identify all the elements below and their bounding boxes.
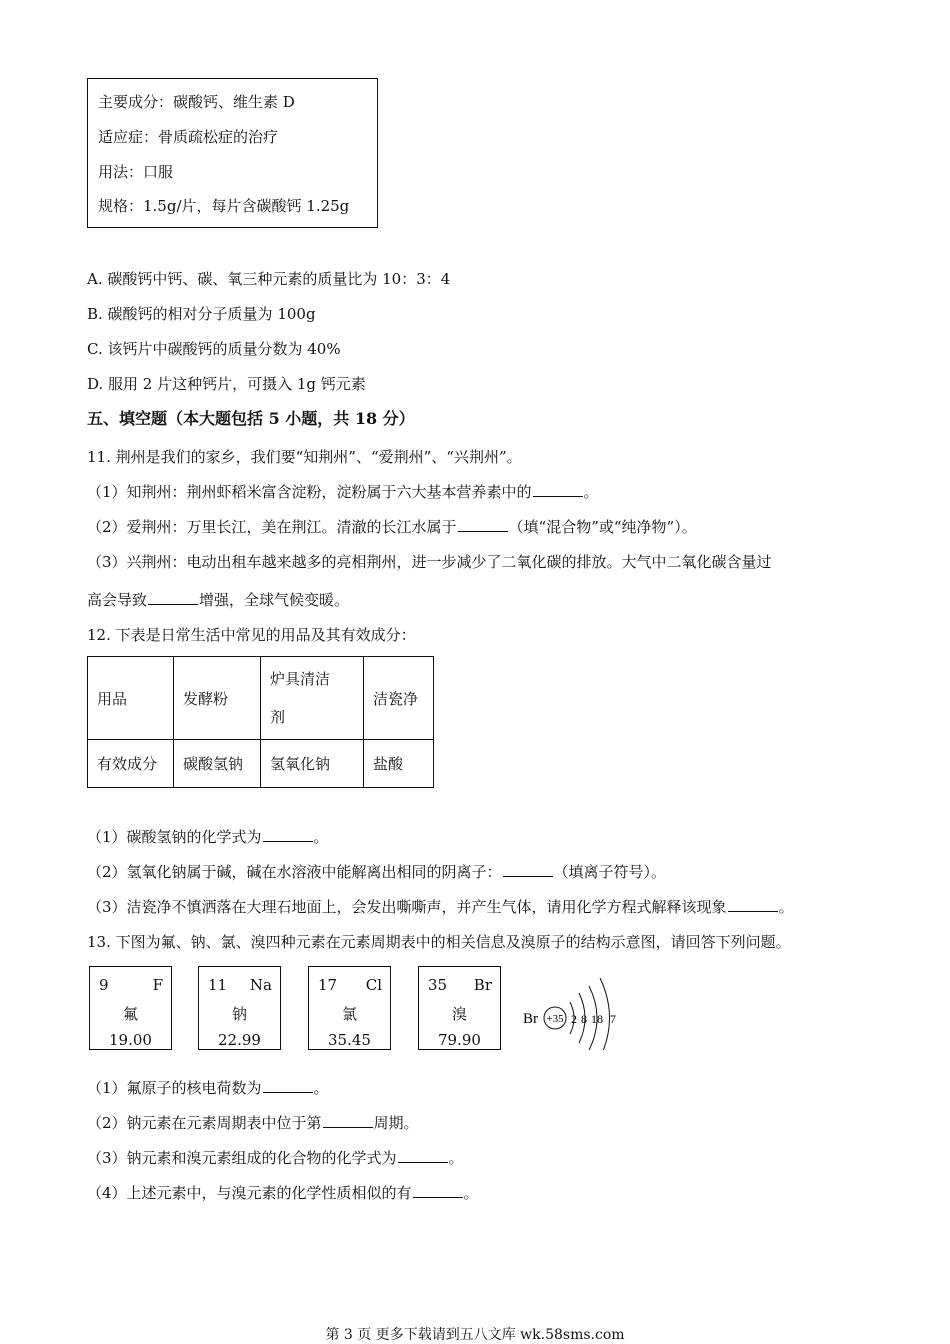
table-cell: 盐酸: [364, 740, 434, 788]
element-symbol: Cl: [365, 976, 382, 994]
table-cell-line: 剂: [270, 708, 286, 726]
table-cell: 洁瓷净: [364, 657, 434, 740]
element-name: 钠: [231, 1005, 247, 1023]
label-usage: 用法：口服: [98, 163, 174, 181]
q13-part3: [87, 1148, 464, 1168]
element-cell-bromine: [418, 966, 501, 1050]
answer-blank[interactable]: [503, 862, 553, 877]
answer-blank[interactable]: [413, 1183, 463, 1198]
q13-part3-text: （3）钠元素和溴元素组成的化合物的化学式为: [87, 1149, 397, 1167]
q12-part2-text: （2）氢氧化钠属于碱，碱在水溶液中能解离出相同的阴离子：: [87, 863, 502, 881]
option-a: A. 碳酸钙中钙、碳、氧三种元素的质量比为 10：3：4: [87, 270, 451, 288]
q11-part2: [87, 517, 697, 537]
q13-part4-text: （4）上述元素中，与溴元素的化学性质相似的有: [87, 1184, 412, 1202]
q13-part1-tail: 。: [313, 1079, 329, 1097]
q13-part1-text: （1）氟原子的核电荷数为: [87, 1079, 262, 1097]
element-name: 溴: [451, 1005, 467, 1023]
q11-stem: 11. 荆州是我们的家乡，我们要“知荆州”、“爱荆州”、“兴荆州”。: [87, 448, 522, 466]
answer-blank[interactable]: [148, 590, 198, 605]
label-ingredients: 主要成分：碳酸钙、维生素 D: [98, 93, 295, 111]
answer-blank[interactable]: [728, 897, 778, 912]
q11-part2-text: （2）爱荆州：万里长江，美在荆江。清澈的长江水属于: [87, 518, 457, 536]
element-cell-fluorine: [89, 966, 172, 1050]
option-c: C. 该钙片中碳酸钙的质量分数为 40%: [87, 340, 341, 358]
answer-blank[interactable]: [323, 1113, 373, 1128]
element-symbol: Na: [249, 976, 272, 994]
q11-part3-line2: [87, 590, 349, 610]
q11-part3-tail: 增强，全球气候变暖。: [199, 591, 350, 609]
element-cell-sodium: [198, 966, 281, 1050]
section-title: 五、填空题（本大题包括 5 小题，共 18 分）: [87, 409, 415, 428]
option-b: B. 碳酸钙的相对分子质量为 100g: [87, 305, 316, 323]
answer-blank[interactable]: [398, 1148, 448, 1163]
label-indication: 适应症：骨质疏松症的治疗: [98, 128, 279, 146]
atomic-mass: 19.00: [109, 1031, 152, 1049]
table-cell: 发酵粉: [174, 657, 261, 740]
q12-part1-tail: 。: [313, 828, 329, 846]
element-symbol: F: [152, 976, 163, 994]
answer-blank[interactable]: [533, 482, 583, 497]
element-symbol: Br: [473, 976, 492, 994]
q12-part3-tail: 。: [778, 898, 794, 916]
q12-part1: [87, 827, 329, 847]
table-row: [88, 657, 434, 740]
atomic-mass: 35.45: [328, 1031, 371, 1049]
q13-part2: [87, 1113, 419, 1133]
table-cell: 有效成分: [88, 740, 174, 788]
atomic-number: 35: [428, 976, 448, 994]
q12-part2-tail: （填离子符号）。: [553, 863, 667, 881]
table-cell: 用品: [88, 657, 174, 740]
q13-part2-text: （2）钠元素在元素周期表中位于第: [87, 1114, 322, 1132]
products-table: [87, 656, 434, 788]
q13-part3-tail: 。: [448, 1149, 464, 1167]
atomic-mass: 22.99: [218, 1031, 261, 1049]
q13-part2-tail: 周期。: [373, 1114, 419, 1132]
shell-electron-count: 18: [591, 1012, 603, 1026]
q11-part3-line1: （3）兴荆州：电动出租车越来越多的亮相荆州，进一步减少了二氧化碳的排放。大气中二氧化碳含量过: [87, 553, 772, 571]
q11-part1: [87, 482, 599, 502]
answer-blank[interactable]: [263, 1078, 313, 1093]
q11-part1-tail: 。: [583, 483, 599, 501]
q12-part3-text: （3）洁瓷净不慎洒落在大理石地面上，会发出嘶嘶声，并产生气体，请用化学方程式解释该现象: [87, 898, 727, 916]
q11-part1-text: （1）知荆州：荆州虾稻米富含淀粉，淀粉属于六大基本营养素中的: [87, 483, 532, 501]
table-cell: 碳酸氢钠: [174, 740, 261, 788]
table-row: [88, 740, 434, 788]
table-cell: 氢氧化钠: [261, 740, 364, 788]
option-d: D. 服用 2 片这种钙片，可摄入 1g 钙元素: [87, 375, 366, 393]
page-footer: 第 3 页 更多下载请到五八文库 wk.58sms.com: [325, 1327, 625, 1343]
shell-electron-count: 2: [571, 1012, 577, 1026]
bromine-atom-diagram: [520, 966, 630, 1050]
table-cell-line: 炉具清洁: [270, 670, 331, 688]
medicine-label-box: [87, 78, 378, 228]
q11-part3-text: 高会导致: [87, 591, 148, 609]
atomic-number: 9: [99, 976, 109, 994]
atomic-mass: 79.90: [438, 1031, 481, 1049]
label-spec: 规格：1.5g/片，每片含碳酸钙 1.25g: [98, 197, 350, 215]
shell-electron-count: 7: [610, 1012, 616, 1026]
q12-stem: 12. 下表是日常生活中常见的用品及其有效成分：: [87, 626, 416, 644]
q11-part2-tail: （填“混合物”或“纯净物”）。: [508, 518, 697, 536]
answer-blank[interactable]: [263, 827, 313, 842]
atomic-number: 11: [208, 976, 228, 994]
q13-part1: [87, 1078, 329, 1098]
q13-part4: [87, 1183, 479, 1203]
table-cell: [261, 657, 364, 740]
q13-stem: 13. 下图为氟、钠、氯、溴四种元素在元素周期表中的相关信息及溴原子的结构示意图，请回答下列问题。: [87, 933, 791, 951]
element-name: 氯: [341, 1005, 357, 1023]
q12-part3: [87, 897, 794, 917]
q13-part4-tail: 。: [463, 1184, 479, 1202]
q12-part1-text: （1）碳酸氢钠的化学式为: [87, 828, 262, 846]
atomic-number: 17: [318, 976, 338, 994]
element-name: 氟: [122, 1005, 138, 1023]
nucleus-charge: +35: [546, 1013, 564, 1025]
q12-part2: [87, 862, 666, 882]
shell-electron-count: 8: [581, 1012, 587, 1026]
atom-symbol: Br: [523, 1011, 538, 1027]
answer-blank[interactable]: [458, 517, 508, 532]
element-cell-chlorine: [308, 966, 391, 1050]
